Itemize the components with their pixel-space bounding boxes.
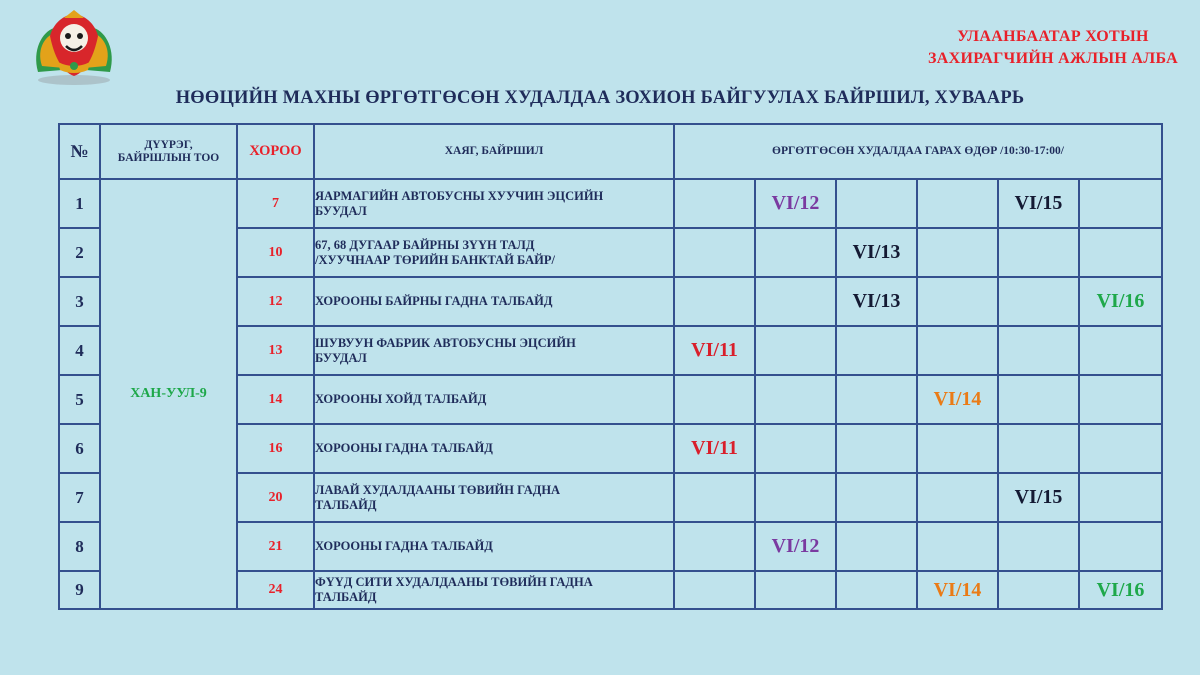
trade-day-cell: VI/12 — [755, 179, 836, 228]
address-cell — [314, 473, 674, 522]
trade-day-cell: VI/12 — [755, 522, 836, 571]
trade-day-cell — [917, 424, 998, 473]
khoroo-cell: 16 — [237, 424, 314, 473]
trade-day-cell: VI/15 — [998, 179, 1079, 228]
trade-day-cell: VI/13 — [836, 228, 917, 277]
khoroo-cell: 21 — [237, 522, 314, 571]
trade-day-cell — [674, 375, 755, 424]
address-line-2: БУУДАЛ — [315, 350, 367, 365]
district-cell: ХАН-УУЛ-9 — [100, 179, 237, 609]
trade-day-cell: VI/11 — [674, 424, 755, 473]
trade-day-cell — [1079, 522, 1162, 571]
trade-day-cell — [998, 424, 1079, 473]
trade-day-cell — [998, 522, 1079, 571]
trade-day-cell — [836, 179, 917, 228]
khoroo-cell: 10 — [237, 228, 314, 277]
trade-day-cell — [674, 277, 755, 326]
khoroo-cell: 12 — [237, 277, 314, 326]
trade-day-cell — [674, 522, 755, 571]
trade-day-cell — [674, 571, 755, 609]
row-number: 1 — [59, 179, 100, 228]
trade-day-cell — [836, 424, 917, 473]
trade-day-cell — [917, 326, 998, 375]
trade-day-cell — [755, 228, 836, 277]
address-line-1: ФҮҮД СИТИ ХУДАЛДААНЫ ТӨВИЙН ГАДНА — [315, 575, 593, 589]
address-line-1: ХОРООНЫ БАЙРНЫ ГАДНА ТАЛБАЙД — [315, 294, 553, 308]
trade-day-cell — [836, 473, 917, 522]
trade-day-cell — [998, 228, 1079, 277]
trade-day-cell: VI/15 — [998, 473, 1079, 522]
trade-day-cell — [674, 473, 755, 522]
address-line-1: ЛАВАЙ ХУДАЛДААНЫ ТӨВИЙН ГАДНА — [315, 482, 561, 497]
address-cell — [314, 179, 674, 228]
khoroo-cell: 7 — [237, 179, 314, 228]
trade-day-cell — [755, 277, 836, 326]
row-number: 5 — [59, 375, 100, 424]
trade-day-cell — [998, 375, 1079, 424]
trade-day-cell: VI/14 — [917, 571, 998, 609]
address-line-1: ХОРООНЫ ГАДНА ТАЛБАЙД — [315, 441, 493, 455]
address-cell — [314, 375, 674, 424]
trade-day-cell — [755, 424, 836, 473]
trade-day-cell — [917, 228, 998, 277]
page-title: НӨӨЦИЙН МАХНЫ ӨРГӨТГӨСӨН ХУДАЛДАА ЗОХИОН БАЙГУУЛАХ БАЙРШИЛ, ХУВААРЬ — [175, 88, 1025, 108]
trade-day-cell — [836, 375, 917, 424]
address-cell — [314, 571, 674, 609]
header-district-line-2: БАЙРШЛЫН ТОО — [117, 151, 220, 164]
trade-day-cell: VI/13 — [836, 277, 917, 326]
header-trade-days: ӨРГӨТГӨСӨН ХУДАЛДАА ГАРАХ ӨДӨР /10:30-17:00/ — [674, 124, 1162, 179]
trade-day-cell — [998, 277, 1079, 326]
address-line-1: ШУВУУН ФАБРИК АВТОБУСНЫ ЭЦСИЙН — [315, 335, 576, 350]
address-line-2: /ХУУЧНААР ТӨРИЙН БАНКТАЙ БАЙР/ — [315, 252, 556, 267]
address-cell — [314, 424, 674, 473]
khoroo-cell: 24 — [237, 571, 314, 609]
address-cell — [314, 228, 674, 277]
row-number: 3 — [59, 277, 100, 326]
row-number: 6 — [59, 424, 100, 473]
address-cell — [314, 277, 674, 326]
header-number: № — [59, 124, 100, 179]
schedule-table — [58, 123, 1163, 610]
trade-day-cell — [674, 179, 755, 228]
trade-day-cell: VI/11 — [674, 326, 755, 375]
address-line-1: ХОРООНЫ ГАДНА ТАЛБАЙД — [315, 539, 493, 553]
row-number: 2 — [59, 228, 100, 277]
trade-day-cell — [674, 228, 755, 277]
trade-day-cell — [755, 473, 836, 522]
address-line-2: ТАЛБАЙД — [315, 497, 377, 512]
trade-day-cell: VI/16 — [1079, 571, 1162, 609]
row-number: 7 — [59, 473, 100, 522]
row-number: 8 — [59, 522, 100, 571]
address-line-1: ХОРООНЫ ХОЙД ТАЛБАЙД — [315, 392, 487, 406]
trade-day-cell — [917, 522, 998, 571]
trade-day-cell — [755, 326, 836, 375]
table-row — [59, 179, 1162, 228]
trade-day-cell — [1079, 473, 1162, 522]
address-line-1: 67, 68 ДУГААР БАЙРНЫ ЗҮҮН ТАЛД — [315, 237, 535, 252]
trade-day-cell: VI/16 — [1079, 277, 1162, 326]
khoroo-cell: 13 — [237, 326, 314, 375]
header-address: ХАЯГ, БАЙРШИЛ — [314, 124, 674, 179]
header-district-line-1: ДҮҮРЭГ, — [144, 138, 193, 151]
emblem-icon — [28, 10, 120, 86]
organization-line-1: УЛААНБААТАР ХОТЫН — [957, 28, 1149, 45]
trade-day-cell — [755, 375, 836, 424]
organization-name — [928, 26, 1178, 70]
address-cell — [314, 326, 674, 375]
trade-day-cell — [1079, 179, 1162, 228]
organization-line-2: ЗАХИРАГЧИЙН АЖЛЫН АЛБА — [928, 50, 1178, 67]
trade-day-cell — [1079, 375, 1162, 424]
header-khoroo: ХОРОО — [237, 124, 314, 179]
trade-day-cell — [1079, 424, 1162, 473]
trade-day-cell — [836, 326, 917, 375]
address-line-2: БУУДАЛ — [315, 203, 367, 218]
khoroo-cell: 20 — [237, 473, 314, 522]
trade-day-cell — [917, 277, 998, 326]
address-line-2: ТАЛБАЙД — [315, 590, 377, 604]
header-district — [100, 124, 237, 179]
khoroo-cell: 14 — [237, 375, 314, 424]
address-cell — [314, 522, 674, 571]
table-header-row — [59, 124, 1162, 179]
trade-day-cell — [836, 522, 917, 571]
trade-day-cell — [998, 326, 1079, 375]
address-line-1: ЯАРМАГИЙН АВТОБУСНЫ ХУУЧИН ЭЦСИЙН — [315, 188, 604, 203]
trade-day-cell — [755, 571, 836, 609]
trade-day-cell — [917, 473, 998, 522]
trade-day-cell — [836, 571, 917, 609]
trade-day-cell — [1079, 228, 1162, 277]
row-number: 9 — [59, 571, 100, 609]
row-number: 4 — [59, 326, 100, 375]
trade-day-cell — [917, 179, 998, 228]
trade-day-cell — [1079, 326, 1162, 375]
trade-day-cell: VI/14 — [917, 375, 998, 424]
trade-day-cell — [998, 571, 1079, 609]
